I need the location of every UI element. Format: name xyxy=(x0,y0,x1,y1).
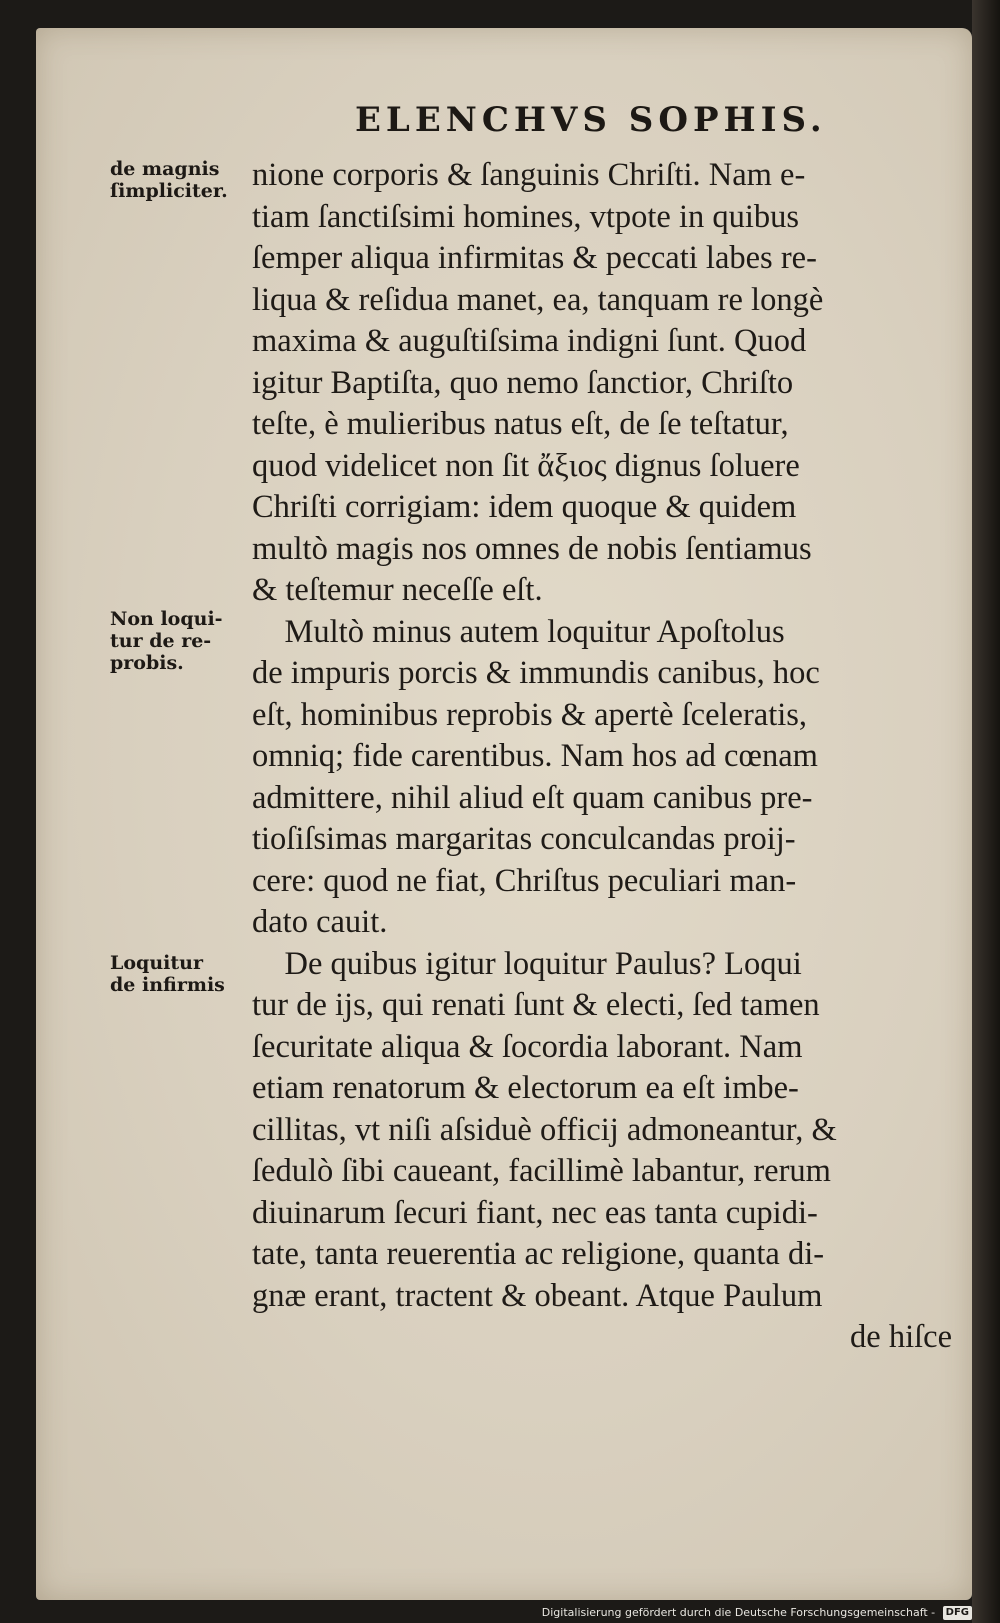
digitization-credit xyxy=(542,1605,972,1621)
marginal-note-line: Non loqui- xyxy=(110,608,223,630)
text-line: diuinarum ſecuri fiant, nec eas tanta cupidi- xyxy=(252,1194,818,1231)
marginal-note-line: ſimpliciter. xyxy=(110,180,228,202)
text-line: teſte, è mulieribus natus eſt, de ſe teſtatur, xyxy=(252,406,789,442)
running-head: ELENCHVS SOPHIS. xyxy=(355,100,827,140)
dfg-logo-icon: DFG xyxy=(943,1606,972,1620)
marginal-note-3 xyxy=(110,952,250,996)
text-line: ſemper aliqua infirmitas & peccati labes re- xyxy=(252,240,817,276)
marginal-note-line: probis. xyxy=(110,652,184,674)
text-line: quod videlicet non ſit ἄξιος dignus ſoluere xyxy=(252,447,800,484)
text-line: multò magis nos omnes de nobis ſentiamus xyxy=(252,530,812,567)
marginal-note-line: tur de re- xyxy=(110,630,212,652)
text-line: tiam ſanctiſsimi homines, vtpote in quibus xyxy=(252,198,800,235)
credit-text: Digitalisierung gefördert durch die Deutsche Forschungsgemeinschaft - xyxy=(541,1606,936,1619)
text-line: De quibus igitur loquitur Paulus? Loqui xyxy=(252,945,802,982)
text-line: tur de ijs, qui renati ſunt & electi, ſed tamen xyxy=(252,987,820,1023)
text-line: cillitas, vt niſi aſsiduè officij admoneantur, & xyxy=(252,1111,837,1148)
text-line: de impuris porcis & immundis canibus, hoc xyxy=(252,655,820,691)
text-line: Multò minus autem loquitur Apoſtolus xyxy=(252,613,785,650)
marginal-note-2 xyxy=(110,608,250,674)
marginal-note-1 xyxy=(110,158,250,202)
marginal-note-line: de magnis xyxy=(110,158,220,180)
text-line: Chriſti corrigiam: idem quoque & quidem xyxy=(252,489,797,525)
marginal-note-line: Loquitur xyxy=(110,952,203,974)
text-line: admittere, nihil aliud eſt quam canibus pre- xyxy=(252,779,813,816)
text-line: gnæ erant, tractent & obeant. Atque Paulum xyxy=(252,1277,823,1314)
page-edge xyxy=(972,0,1000,1623)
body-text xyxy=(252,155,952,1359)
text-line: etiam renatorum & electorum ea eſt imbe- xyxy=(252,1070,799,1106)
catchword: de hiſce xyxy=(850,1319,952,1355)
text-line: maxima & auguſtiſsima indigni ſunt. Quod xyxy=(252,323,807,359)
text-line: ſedulò ſibi caueant, facillimè labantur, rerum xyxy=(252,1153,831,1189)
text-line: tioſiſsimas margaritas conculcandas proij- xyxy=(252,821,796,857)
text-line: cere: quod ne fiat, Chriſtus peculiari man- xyxy=(252,862,797,899)
text-line: liqua & reſidua manet, ea, tanquam re longè xyxy=(252,281,824,318)
text-line: eſt, hominibus reprobis & apertè ſceleratis, xyxy=(252,696,808,733)
marginal-note-line: de infirmis xyxy=(110,974,225,996)
text-line: igitur Baptiſta, quo nemo ſanctior, Chriſto xyxy=(252,364,794,401)
text-line: ſecuritate aliqua & ſocordia laborant. Nam xyxy=(252,1028,803,1065)
text-line: nione corporis & ſanguinis Chriſti. Nam e- xyxy=(252,157,806,193)
text-line: & teſtemur neceſſe eſt. xyxy=(252,572,543,608)
text-line: dato cauit. xyxy=(252,904,388,940)
text-line: omniq; fide carentibus. Nam hos ad cœnam xyxy=(252,738,818,774)
text-line: tate, tanta reuerentia ac religione, quanta di- xyxy=(252,1236,825,1272)
